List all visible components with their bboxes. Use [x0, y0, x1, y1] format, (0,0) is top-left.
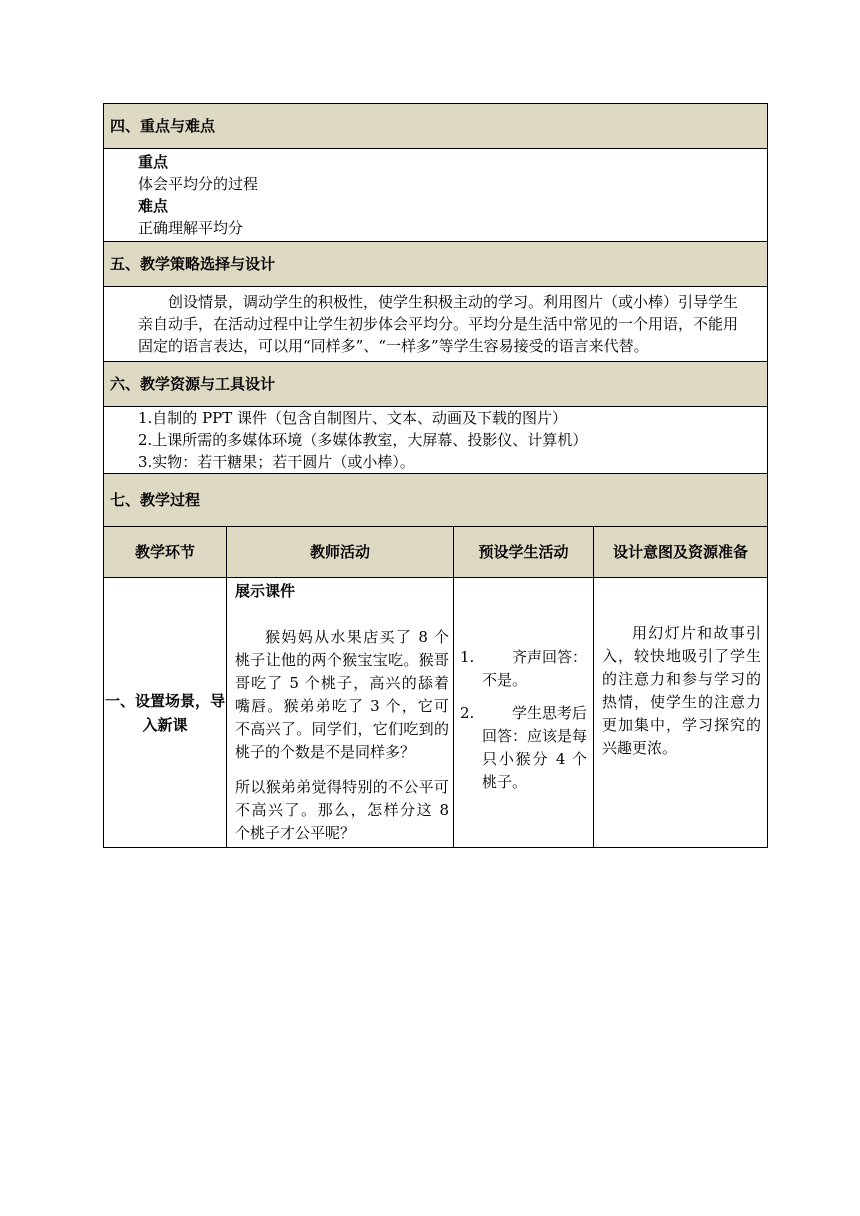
list-text: 齐声回答：不是。 [482, 648, 588, 689]
section-4-body [104, 149, 768, 242]
resource-list [138, 407, 747, 473]
section-7-title: 七、教学过程 [104, 474, 768, 527]
table-row [104, 578, 768, 848]
list-text: 学生思考后回答：应该是每只小猴分 4 个桃子。 [482, 704, 588, 791]
student-activity-list [460, 646, 587, 794]
list-number: 2. [460, 704, 475, 722]
column-header-teacher: 教师活动 [227, 527, 454, 578]
list-item [460, 702, 587, 794]
key-point-text: 体会平均分的过程 [138, 175, 259, 193]
difficult-point-label: 难点 [138, 197, 169, 215]
key-point-label: 重点 [138, 153, 169, 171]
section-6-title: 六、教学资源与工具设计 [104, 362, 768, 407]
strategy-paragraph: 创设情景，调动学生的积极性，使学生积极主动的学习。利用图片（或小棒）引导学生亲自动手，在活动过程中让学生初步体会平均分。平均分是生活中常见的一个用语，不能用固定的语言表达，可以用“同样多”、“一样多”等学生容易接受的语言来代替。 [138, 293, 739, 355]
list-number: 1. [460, 648, 475, 666]
section-6-body [104, 407, 768, 474]
column-header-design: 设计意图及资源准备 [594, 527, 768, 578]
design-text: 用幻灯片和故事引入，较快地吸引了学生的注意力和参与学习的热情，使学生的注意力更加集中，学习探究的兴趣更浓。 [602, 624, 762, 757]
resource-item: 2.上课所需的多媒体环境（多媒体教室，大屏幕、投影仪、计算机） [138, 431, 588, 449]
teacher-paragraph-2: 所以猴弟弟觉得特别的不公平可不高兴了。那么，怎样分这 8 个桃子才公平呢？ [235, 778, 449, 842]
section-5-body [104, 287, 768, 362]
lesson-plan-table [103, 103, 768, 848]
difficult-point-text: 正确理解平均分 [138, 219, 244, 237]
student-activity-cell [454, 578, 594, 848]
stage-cell: 一、设置场景，导入新课 [104, 578, 227, 848]
resource-item: 1.自制的 PPT 课件（包含自制图片、文本、动画及下载的图片） [138, 409, 568, 427]
column-header-student: 预设学生活动 [454, 527, 594, 578]
teacher-paragraph-1: 猴妈妈从水果店买了 8 个桃子让他的两个猴宝宝吃。猴哥哥吃了 5 个桃子，高兴的舔着嘴唇。猴弟弟吃了 3 个，它可不高兴了。同学们，它们吃到的桃子的个数是不是同样多？ [235, 628, 449, 761]
column-header-stage: 教学环节 [104, 527, 227, 578]
section-5-title: 五、教学策略选择与设计 [104, 242, 768, 287]
teacher-activity-cell [227, 578, 454, 848]
design-intent-cell [594, 578, 768, 848]
lesson-plan-document [103, 103, 767, 848]
teacher-heading: 展示课件 [235, 582, 296, 600]
section-4-title: 四、重点与难点 [104, 104, 768, 149]
resource-item: 3.实物：若干糖果；若干圆片（或小棒）。 [138, 453, 415, 471]
list-item [460, 646, 587, 692]
